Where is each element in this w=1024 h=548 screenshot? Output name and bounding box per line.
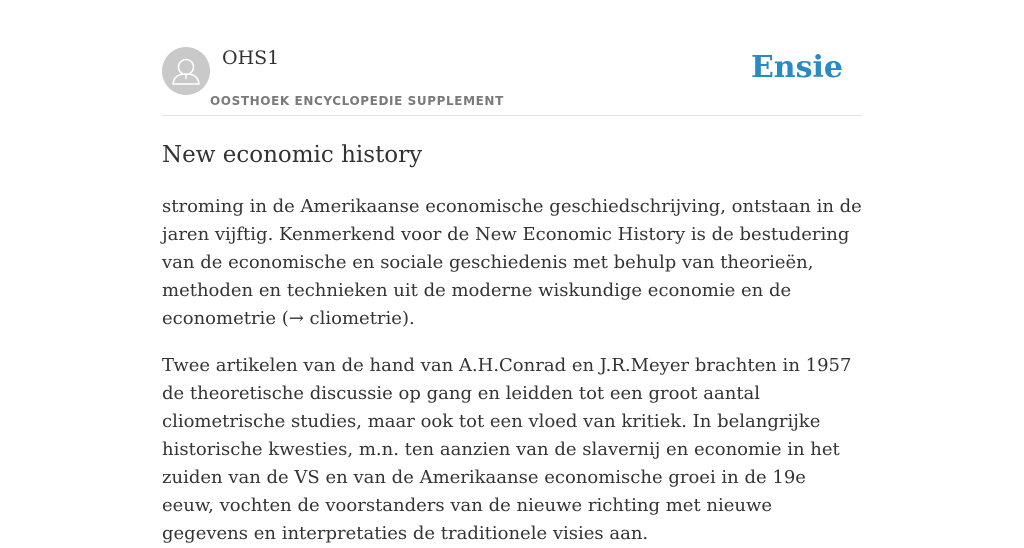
article-header: [162, 0, 862, 116]
arrow-right-icon: →: [288, 308, 304, 329]
ensie-logo[interactable]: Ensie: [750, 50, 843, 85]
article-body: [162, 193, 862, 548]
paragraph-1-text: stroming in de Amerikaanse economische geschiedschrijving, ontstaan in de jaren vijftig. Kenmerkend voor de New Economic History is de bestudering van de economische en sociale geschiedenis met behulp van theorieën, methoden en technieken uit de moderne wiskundige economie en de econometrie (: [162, 196, 862, 329]
user-icon: [162, 47, 210, 95]
paragraph-2: Twee artikelen van de hand van A.H.Conrad en J.R.Meyer brachten in 1957 de theoretische discussie op gang en leidden tot een groot aantal cliometrische studies, maar ook tot een vloed van kritiek. In belangrijke historische kwesties, m.n. ten aanzien van de slavernij en economie in het zuiden van de VS en van de Amerikaanse economische groei in de 19e eeuw, vochten de voorstanders van de nieuwe richting met nieuwe gegevens en interpretaties de traditionele visies aan.: [162, 355, 852, 544]
page-title: New economic history: [162, 142, 423, 168]
article-container: [162, 0, 862, 548]
avatar[interactable]: [162, 47, 210, 95]
paragraph-1-end: ).: [401, 308, 415, 329]
cliometrie-link[interactable]: [289, 308, 402, 329]
source-name[interactable]: OOSTHOEK ENCYCLOPEDIE SUPPLEMENT: [210, 94, 504, 108]
author-name[interactable]: OHS1: [222, 47, 280, 69]
paragraph-1: [162, 193, 862, 333]
cliometrie-link-label: cliometrie: [309, 308, 402, 329]
